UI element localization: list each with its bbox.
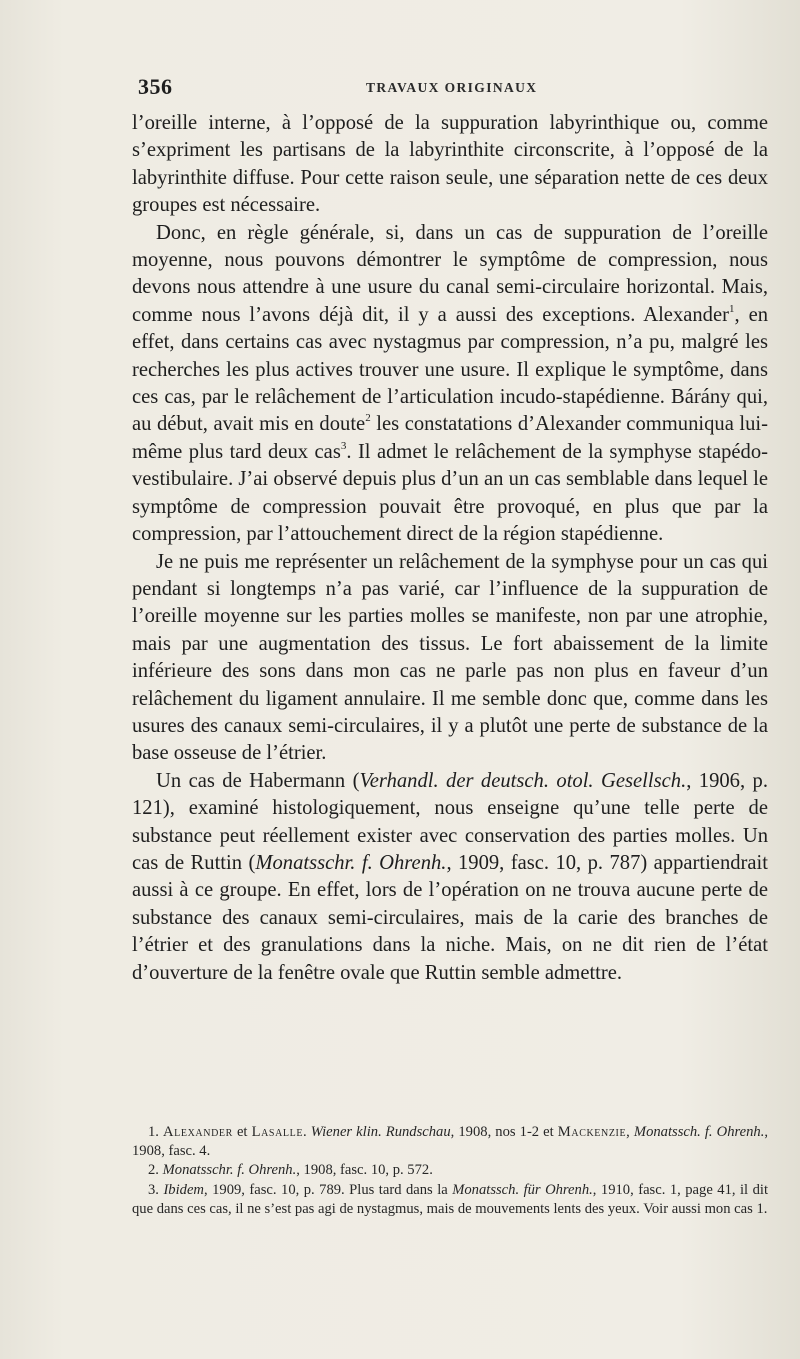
page-number: 356 <box>138 74 173 99</box>
footnote-1-rest: , 1908, nos 1-2 et <box>450 1124 558 1140</box>
paragraph-4-text-c: , 1909, fasc. 10, p. 787) appartiendrait aussi à ce groupe. En effet, lors de l’opération on ne trouva aucune perte de substance des canaux semi-circulaires, mais de la carie des branches de l’étrier et des granulations dans la niche. Mais, on ne dit rien de l’état d’ouverture de la fenêtre ovale que Ruttin semble admettre. <box>132 851 768 984</box>
paragraph-2 <box>132 220 768 549</box>
running-title: TRAVAUX ORIGINAUX <box>366 80 538 95</box>
footnotes <box>132 1123 768 1219</box>
citation-monatsschr: Monatsschr. f. Ohrenh. <box>255 851 447 874</box>
paragraph-3-text: Je ne puis me représenter un relâchement de la symphyse pour un cas qui pendant si longtemps n’a pas varié, car l’influence de la suppuration de l’oreille moyenne sur les parties molles se manifeste, non par une atrophie, mais par une augmentation des tissus. Le fort abaissement de la limite inférieure des sons dans mon cas ne parle pas non plus en faveur d’un relâchement du ligament annulaire. Il me semble donc que, comme dans les usures des canaux semi-circulaires, il y a plutôt une perte de substance de la base osseuse de l’étrier. <box>132 550 768 765</box>
footnote-1-journal: Wiener klin. Rundschau <box>310 1124 451 1140</box>
footnote-3-text-b: , 1910, fasc. 1, page 41, il dit que dans ces cas, il ne s’est pas agi de nystagmus, mais de mouvements lents des yeux. Voir aussi mon cas 1. <box>132 1181 768 1217</box>
paragraph-2-text-c: les constatations d’Alexander communiqua lui-même plus tard deux cas <box>132 413 769 463</box>
paragraph-2-text-b: , en effet, dans certains cas avec nystagmus par compression, n’a pu, malgré les recherches les plus actives trouver une usure. Il explique le symptôme, dans ces cas, par le relâchement de l’articulation incudo-stapédienne. Bárány qui, au début, avait mis en doute <box>132 303 769 436</box>
footnote-ref-3: 3 <box>340 439 347 452</box>
footnote-1-journal-2: Monatssch. f. Ohrenh. <box>633 1124 765 1140</box>
footnote-3-ibidem: Ibidem <box>163 1181 204 1198</box>
footnote-1-et: et <box>232 1124 252 1140</box>
footnote-2 <box>132 1161 768 1180</box>
paragraph-2-text-d: . Il admet le relâchement de la symphyse stapédo-vestibulaire. J’ai observé depuis plus d’un an un cas semblable dans lequel le symptôme de compression pouvait être provoqué, en plus que par la compression, par l’attouchement direct de la région stapédienne. <box>132 440 768 546</box>
citation-verhandl: Verhandl. der deutsch. otol. Gesellsch. <box>359 769 687 792</box>
paragraph-1 <box>132 110 768 220</box>
footnote-3 <box>132 1181 768 1219</box>
paragraph-4-text-a: Un cas de Habermann ( <box>156 769 360 792</box>
paragraph-4-text-b: , 1906, p. 121), examiné histologiquement, nous enseigne qu’une telle perte de substance peut réellement exister avec conservation des parties molles. Un cas de Ruttin ( <box>132 769 768 874</box>
footnote-3-journal: Monatssch. für Ohrenh. <box>452 1181 593 1198</box>
footnote-1 <box>132 1123 768 1161</box>
footnote-2-rest: , 1908, fasc. 10, p. 572. <box>296 1162 433 1179</box>
footnote-1-number: 1. <box>148 1124 159 1140</box>
page-header <box>128 74 768 104</box>
footnote-1-dot: . <box>303 1124 311 1140</box>
footnote-1-author-lasalle: Lasalle <box>251 1124 304 1140</box>
footnote-2-journal: Monatsschr. f. Ohrenh. <box>162 1162 297 1179</box>
footnote-1-author-alexander: Alexander <box>163 1124 233 1140</box>
paragraph-2-text-a: Donc, en règle générale, si, dans un cas de suppuration de l’oreille moyenne, nous pouvons démontrer le symptôme de compression, nous devons nous attendre à une usure du canal semi-circulaire horizontal. Mais, comme nous l’avons déjà dit, il y a aussi des exceptions. Alexander <box>132 221 768 326</box>
footnote-1-author-mackenzie: Mackenzie <box>557 1124 627 1140</box>
footnote-ref-2: 2 <box>365 412 371 425</box>
footnote-3-text-a: , 1909, fasc. 10, p. 789. Plus tard dans la <box>203 1181 453 1198</box>
footnote-3-number: 3. <box>148 1181 159 1198</box>
footnote-2-number: 2. <box>148 1162 159 1179</box>
main-text <box>132 110 768 987</box>
footnote-1-end: , 1908, fasc. 4. <box>132 1124 769 1160</box>
footnote-ref-1: 1 <box>728 302 735 315</box>
paragraph-1-text: l’oreille interne, à l’opposé de la suppuration labyrinthique ou, comme s’expriment les partisans de la labyrinthite circonscrite, à l’opposé de la labyrinthite diffuse. Pour cette raison seule, une séparation nette de ces deux groupes est nécessaire. <box>132 112 768 217</box>
footnote-1-comma: , <box>626 1124 634 1140</box>
paragraph-4 <box>132 768 768 987</box>
paragraph-3 <box>132 549 768 768</box>
